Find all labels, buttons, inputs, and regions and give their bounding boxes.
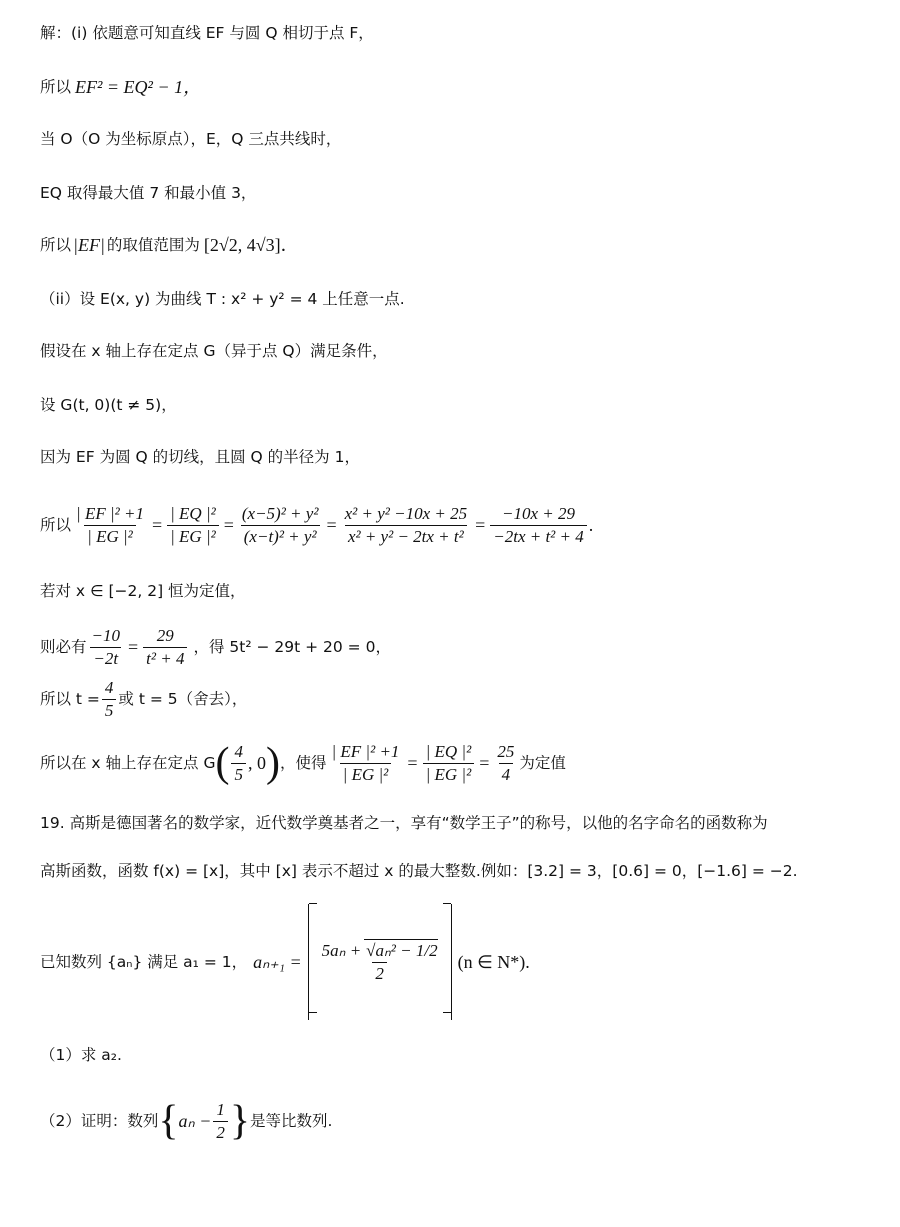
solution-ratio-line: 所以 $\frac{\text{| EF |² +1}}{\text{| EG |²}}$ = $\frac{\text{| EQ |²}}{\text{| EG |²}}$ = $\frac{\text{(x−5)² + y²}}{\text{(x−t)² + y²}}$ = $\frac{\text{x² + y² −10x + 25}}{\text{x² + y² − 2tx + t²}}$ = $\frac{-10x + 29}{\text{−2tx + t² + 4}}$ .: [40, 503, 594, 546]
solution-line-4: EQ 取得最大值 7 和最小值 3，: [40, 184, 257, 202]
solution-line-7: 假设在 x 轴上存在定点 G（异于点 Q）满足条件，: [40, 342, 388, 360]
fraction-eq-eg: $\frac{\text{| EQ |²}}{\text{| EG |²}}$: [167, 503, 219, 548]
solution-line-5: 所以 |EF| 的取值范围为 [2√2, 4√3]．: [40, 235, 299, 255]
sqrt-expression: √aₙ² − 1/2: [366, 941, 438, 960]
solution-line-3: 当 O（O 为坐标原点），E，Q 三点共线时，: [40, 130, 342, 148]
solution-line-9: 因为 EF 为圆 Q 的切线，且圆 Q 的半径为 1，: [40, 448, 360, 466]
fraction-expanded: $\frac{\text{x² + y² −10x + 25}}{\text{x² + y² − 2tx + t²}}$: [344, 503, 468, 546]
solution-line-13: 所以 t = $\frac{4}{5}$ 或 t = 5（舍去），: [40, 677, 248, 720]
fraction-coordinates: $\frac{\text{(x−5)² + y²}}{\text{(x−t)² + y²}}$: [241, 503, 319, 546]
solution-line-2: 所以 EF² = EQ² − 1，: [40, 77, 202, 97]
solution-line-6: （ii）设 E(x, y) 为曲线 T : x² + y² = 4 上任意一点.: [40, 290, 405, 308]
solution-line-1: 解：(i) 依题意可知直线 EF 与圆 Q 相切于点 F，: [40, 24, 374, 42]
solution-line-12: 则必有 $\frac{-10}{-2t}$ = $\frac{29}{\text{t² + 4}}$ ，得 5t² − 29t + 20 = 0，: [40, 625, 391, 668]
solution-line-11: 若对 x ∈ [−2, 2] 恒为定值，: [40, 582, 246, 600]
fraction-ef-eg: $\frac{\text{| EF |² +1}}{\text{| EG |²}}$: [76, 503, 144, 546]
solution-line-8: 设 G(t, 0)(t ≠ 5)，: [40, 396, 177, 414]
problem19-question-2: （2）证明：数列 { aₙ − $\frac{1}{2}$ } 是等比数列.: [40, 1098, 333, 1144]
floor-bracket: 5aₙ + √aₙ² − 1/2 2: [308, 904, 452, 1020]
problem19-question-1: （1）求 a₂.: [40, 1046, 122, 1064]
solution-line-14: 所以在 x 轴上存在定点 G ( $\frac{4}{5}$ , 0 ) ，使得 $\frac{\text{| EF |² +1}}{\text{| EG |²}}$ = $\frac{\text{| EQ |²}}{\text{| EG |²}}$ = $\frac{25}{4}$ 为定值: [40, 740, 566, 786]
problem19-line-1: 19. 高斯是德国著名的数学家，近代数学奠基者之一，享有“数学王子”的称号，以他的名字命名的函数称为: [40, 814, 768, 832]
fraction-simplified: $\frac{-10x + 29}{\text{−2tx + t² + 4}}$: [490, 503, 587, 548]
problem19-line-2: 高斯函数，函数 f(x) = [x]，其中 [x] 表示不超过 x 的最大整数.例如：[3.2] = 3，[0.6] = 0，[−1.6] = −2.: [40, 862, 798, 880]
problem19-line-3: 已知数列 {aₙ} 满足 a₁ = 1， aₙ₊₁ = 5aₙ + √aₙ² − 1/2 2 (n ∈ N*).: [40, 906, 880, 1018]
